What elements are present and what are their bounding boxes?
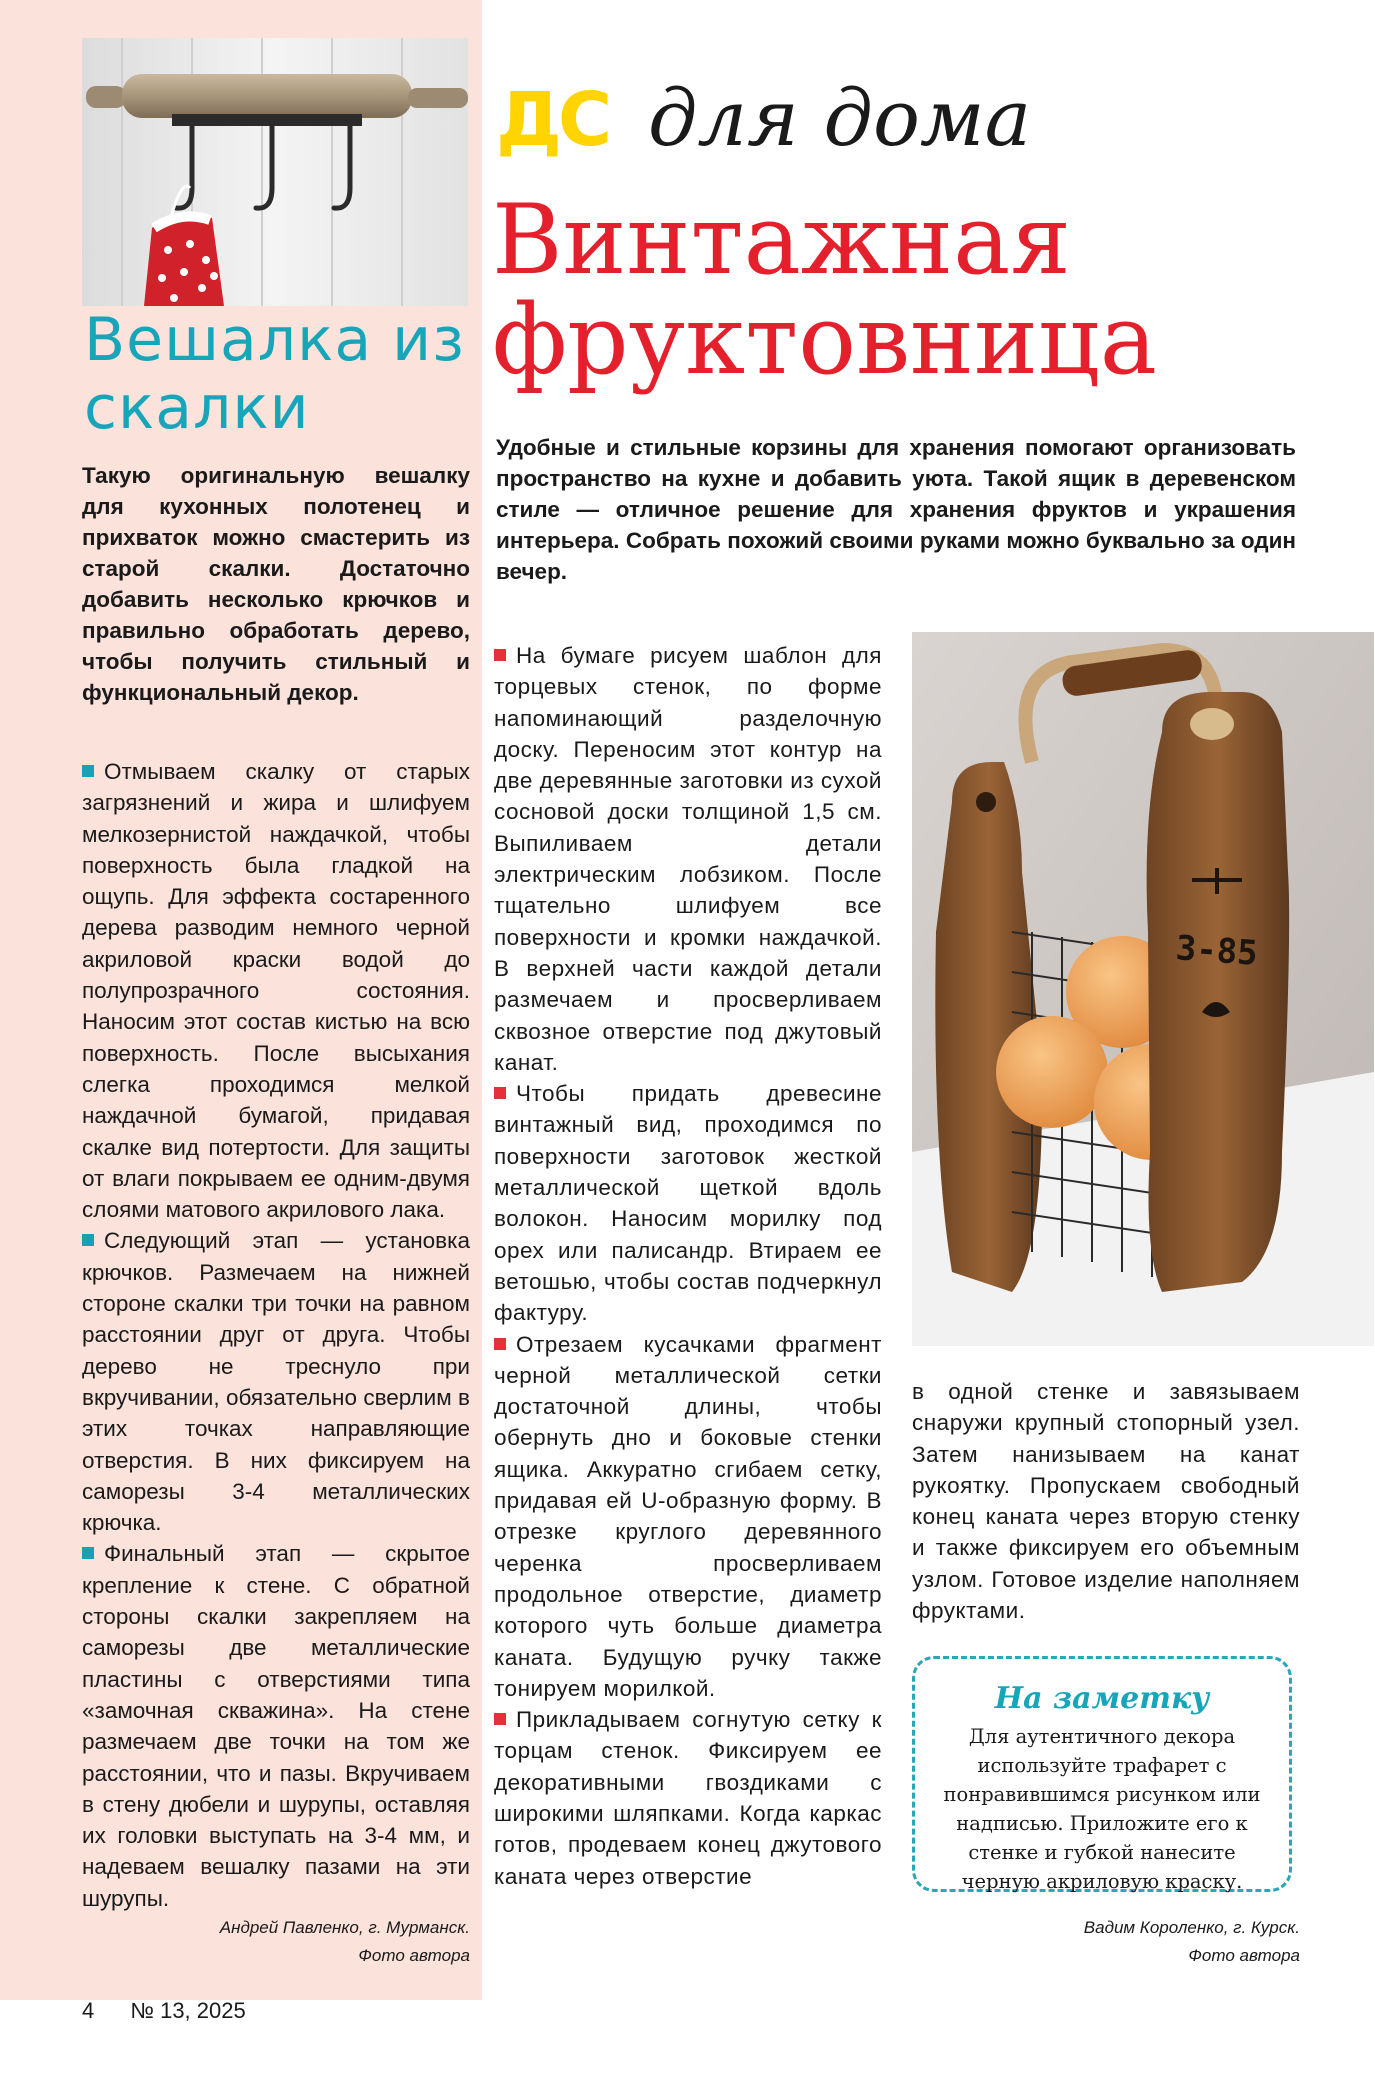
article-paragraph: Отрезаем кусачками фрагмент черной металлической сетки достаточной длины, чтобы обернуть дно и боковые стенки ящика. Аккуратно сгибаем сетку, придавая ей U-образную форму. В отрезке круглого деревянного черенка просверливаем продольное отверстие, диаметр которого чуть больше диаметра каната. Будущую ручку также тонируем морилкой. (494, 1331, 882, 1701)
sidebar-paragraph: Финальный этап — скрытое крепление к стене. С обратной стороны скалки закрепляем на саморезы две металлические пластины с отверстиями типа «замочная скважина». На стене размечаем две точки на том же расстоянии, что и пазы. Вкручиваем в стену дюбели и шурупы, оставляя их головки выступать на 3-4 мм, и надеваем вешалку пазами на эти шурупы. (82, 1541, 470, 1911)
section-name: для дома (648, 74, 1032, 164)
article-body (494, 640, 882, 1892)
article-title-line: Винтажная (492, 184, 1071, 296)
article-continuation: в одной стенке и завязываем снаружи крупный стопорный узел. Затем нанизываем на канат рукоятку. Пропускаем свободный конец каната через вторую стенку и также фиксируем его объемным узлом. Готовое изделие наполняем фруктами. (912, 1379, 1300, 1624)
square-bullet-icon (494, 1338, 506, 1350)
brand-logo: ДС (496, 77, 609, 163)
sidebar-author: Андрей Павленко, г. Мурманск. (219, 1918, 470, 1937)
square-bullet-icon (494, 1713, 506, 1725)
vintage-fruit-basket-photo (912, 632, 1374, 1346)
article-lead: Удобные и стильные корзины для хранения помогают организовать пространство на кухне и добавить уюта. Такой ящик в деревенском стиле — отличное решение для хранения фруктов и украшения интерьера. Собрать похожий своими руками можно буквально за один вечер. (496, 435, 1296, 584)
sidebar-title: Вешалка из скалки (84, 305, 466, 443)
sidebar-photo-credit: Фото автора (358, 1946, 470, 1965)
issue-number: № 13, 2025 (130, 1998, 246, 2023)
tip-box (912, 1656, 1292, 1892)
article-paragraph: Прикладываем согнутую сетку к торцам стенок. Фиксируем ее декоративными гвоздиками с широкими шляпками. Когда каркас готов, продеваем конец джутового каната через отверстие (494, 1707, 882, 1889)
sidebar-body (82, 756, 470, 1914)
square-bullet-icon (494, 1087, 506, 1099)
sidebar-paragraph: Отмываем скалку от старых загрязнений и жира и шлифуем мелкозернистой наждачкой, чтобы поверхность была гладкой на ощупь. Для эффекта состаренного дерева разводим немного черной акриловой краски водой до полупрозрачного состояния. Наносим этот состав кистью на всю поверхность. После высыхания слегка проходимся мелкой наждачной бумагой, придавая скалке вид потертости. Для защиты от влаги покрываем ее одним-двумя слоями матового акрилового лака. (82, 759, 470, 1223)
article-paragraph: Чтобы придать древесине винтажный вид, проходимся по поверхности заготовок жесткой металлической щеткой вдоль волокон. Наносим морилку под орех или палисандр. Втираем ее ветошью, чтобы состав подчеркнул фактуру. (494, 1081, 882, 1326)
page-number: 4 (82, 1998, 95, 2023)
article-title (492, 184, 1372, 396)
square-bullet-icon (82, 765, 94, 777)
page-footer (82, 1998, 276, 2024)
article-byline (912, 1914, 1300, 1970)
article-author: Вадим Короленко, г. Курск. (1083, 1918, 1300, 1937)
tip-body: Для аутентичного декора используйте трафарет с понравившимся рисунком или надписью. Приложите его к стенке и губкой нанесите черную акриловую краску. (943, 1725, 1261, 1893)
article-photo-credit: Фото автора (1188, 1946, 1300, 1965)
tip-title: На заметку (994, 1681, 1210, 1716)
sidebar-byline (82, 1914, 470, 1970)
article-paragraph: На бумаге рисуем шаблон для торцевых стенок, по форме напоминающий разделочную доску. Переносим этот контур на две деревянные заготовки из сухой сосновой доски толщиной 1,5 см. Выпиливаем детали электрическим лобзиком. После тщательно шлифуем все поверхности и кромки наждачкой. В верхней части каждой детали размечаем и просверливаем сквозное отверстие под джутовый канат. (494, 643, 882, 1075)
sidebar-paragraph: Следующий этап — установка крючков. Размечаем на нижней стороне скалки три точки на равном расстоянии друг от друга. Чтобы дерево не треснуло при вкручивании, обязательно сверлим в этих точках направляющие отверстия. В них фиксируем на саморезы 3-4 металлических крючка. (82, 1228, 470, 1536)
square-bullet-icon (82, 1547, 94, 1559)
rolling-pin-hanger-photo (82, 38, 468, 306)
stencil-number: 3-85 (1174, 928, 1260, 974)
square-bullet-icon (494, 649, 506, 661)
square-bullet-icon (82, 1234, 94, 1246)
sidebar-lead: Такую оригинальную вешалку для кухонных полотенец и прихваток можно смастерить из старой скалки. Достаточно добавить несколько крючков и правильно обработать дерево, чтобы получить стильный и функциональный декор. (82, 463, 470, 705)
article-title-line: фруктовница (492, 284, 1157, 396)
